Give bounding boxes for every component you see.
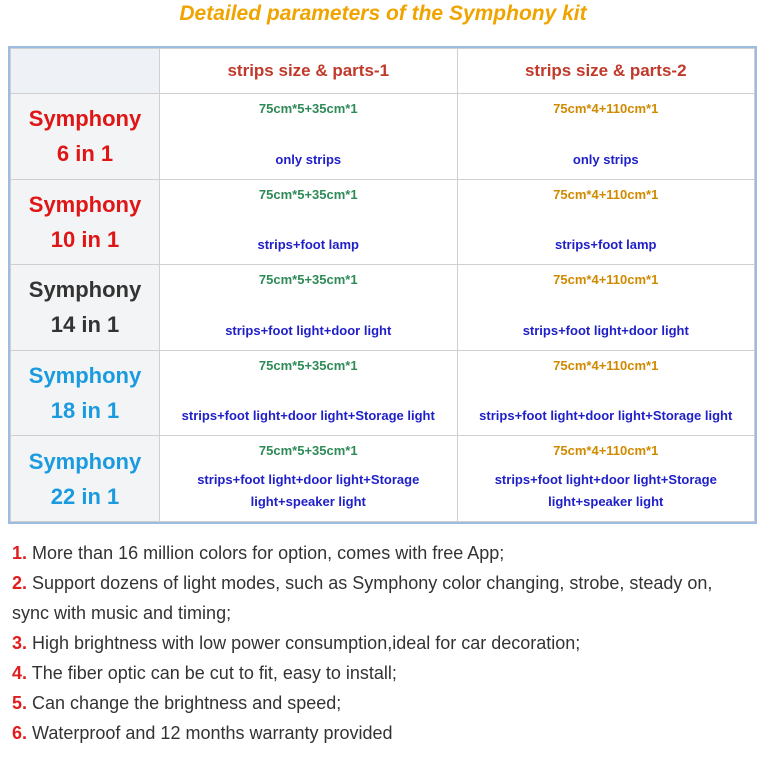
feature-number: 6. [12, 723, 28, 743]
parts-2-cell [457, 94, 755, 180]
parameters-table [8, 46, 757, 524]
strip-size: 75cm*5+35cm*1 [258, 357, 358, 373]
parts-list: strips+foot light+door light+Storage light+speaker light [494, 472, 717, 509]
parts-list: only strips [275, 151, 342, 167]
table-row [11, 350, 755, 436]
parts-list: strips+foot light+door light [225, 322, 392, 338]
parts-2-cell [457, 436, 755, 522]
parts-list: strips+foot light+door light+Storage light [479, 408, 733, 424]
kit-name: Symphony [28, 277, 142, 303]
parts-list: strips+foot light+door light [522, 322, 689, 338]
strip-size: 75cm*4+110cm*1 [553, 186, 659, 202]
strip-size: 75cm*5+35cm*1 [258, 186, 358, 202]
table-row [11, 436, 755, 522]
table-header-row [11, 49, 755, 94]
strip-size: 75cm*4+110cm*1 [553, 101, 659, 116]
strip-size: 75cm*4+110cm*1 [553, 357, 659, 373]
feature-text: High brightness with low power consumption,ideal for car decoration; [32, 633, 581, 653]
parts-list: strips+foot lamp [555, 237, 657, 253]
kit-count: 18 in 1 [50, 398, 120, 424]
parts-1-cell [160, 436, 458, 522]
parts-list: strips+foot lamp [257, 237, 359, 253]
kit-name: Symphony [28, 448, 142, 474]
feature-item [12, 538, 752, 568]
kit-count: 14 in 1 [50, 312, 120, 338]
parts-list: strips+foot light+door light+Storage light [181, 408, 435, 424]
kit-count: 6 in 1 [56, 141, 114, 167]
parts-list: strips+foot light+door light+Storage light+speaker light [197, 472, 420, 509]
strip-size: 75cm*5+35cm*1 [258, 101, 358, 116]
kit-name-cell [11, 265, 160, 351]
strip-size: 75cm*5+35cm*1 [258, 272, 358, 288]
column-header-parts-1: strips size & parts-1 [160, 49, 458, 94]
kit-name-cell [11, 350, 160, 436]
feature-text: Waterproof and 12 months warranty provided [32, 723, 393, 743]
feature-number: 5. [12, 693, 28, 713]
feature-item [12, 568, 752, 628]
table-corner-cell [11, 49, 160, 94]
feature-list [12, 538, 752, 748]
feature-number: 4. [12, 663, 28, 683]
parts-list: only strips [572, 151, 639, 167]
parts-1-cell [160, 265, 458, 351]
feature-item [12, 718, 752, 748]
table-row [11, 265, 755, 351]
parts-2-cell [457, 350, 755, 436]
feature-item [12, 688, 752, 718]
kit-count: 22 in 1 [50, 483, 120, 509]
table-row [11, 179, 755, 265]
parts-2-cell [457, 265, 755, 351]
page-title: Detailed parameters of the Symphony kit [179, 2, 587, 25]
feature-item [12, 628, 752, 658]
kit-count: 10 in 1 [50, 226, 120, 252]
feature-number: 3. [12, 633, 28, 653]
feature-text: Can change the brightness and speed; [32, 693, 342, 713]
parts-1-cell [160, 179, 458, 265]
kit-name-cell [11, 179, 160, 265]
parts-2-cell [457, 179, 755, 265]
feature-number: 1. [12, 543, 28, 563]
strip-size: 75cm*4+110cm*1 [553, 272, 659, 288]
kit-name-cell [11, 436, 160, 522]
feature-text: More than 16 million colors for option, comes with free App; [32, 543, 505, 563]
feature-text: Support dozens of light modes, such as Symphony color changing, strobe, steady on, sync with music and timing; [12, 573, 713, 623]
kit-name-cell [11, 94, 160, 180]
table-row [11, 94, 755, 180]
kit-name: Symphony [28, 191, 142, 217]
kit-name: Symphony [28, 363, 142, 389]
feature-number: 2. [12, 573, 28, 593]
strip-size: 75cm*4+110cm*1 [553, 443, 659, 459]
parts-1-cell [160, 94, 458, 180]
feature-item [12, 658, 752, 688]
strip-size: 75cm*5+35cm*1 [258, 443, 358, 459]
kit-name: Symphony [28, 106, 142, 132]
parts-1-cell [160, 350, 458, 436]
feature-text: The fiber optic can be cut to fit, easy to install; [31, 663, 397, 683]
column-header-parts-2: strips size & parts-2 [457, 49, 755, 94]
